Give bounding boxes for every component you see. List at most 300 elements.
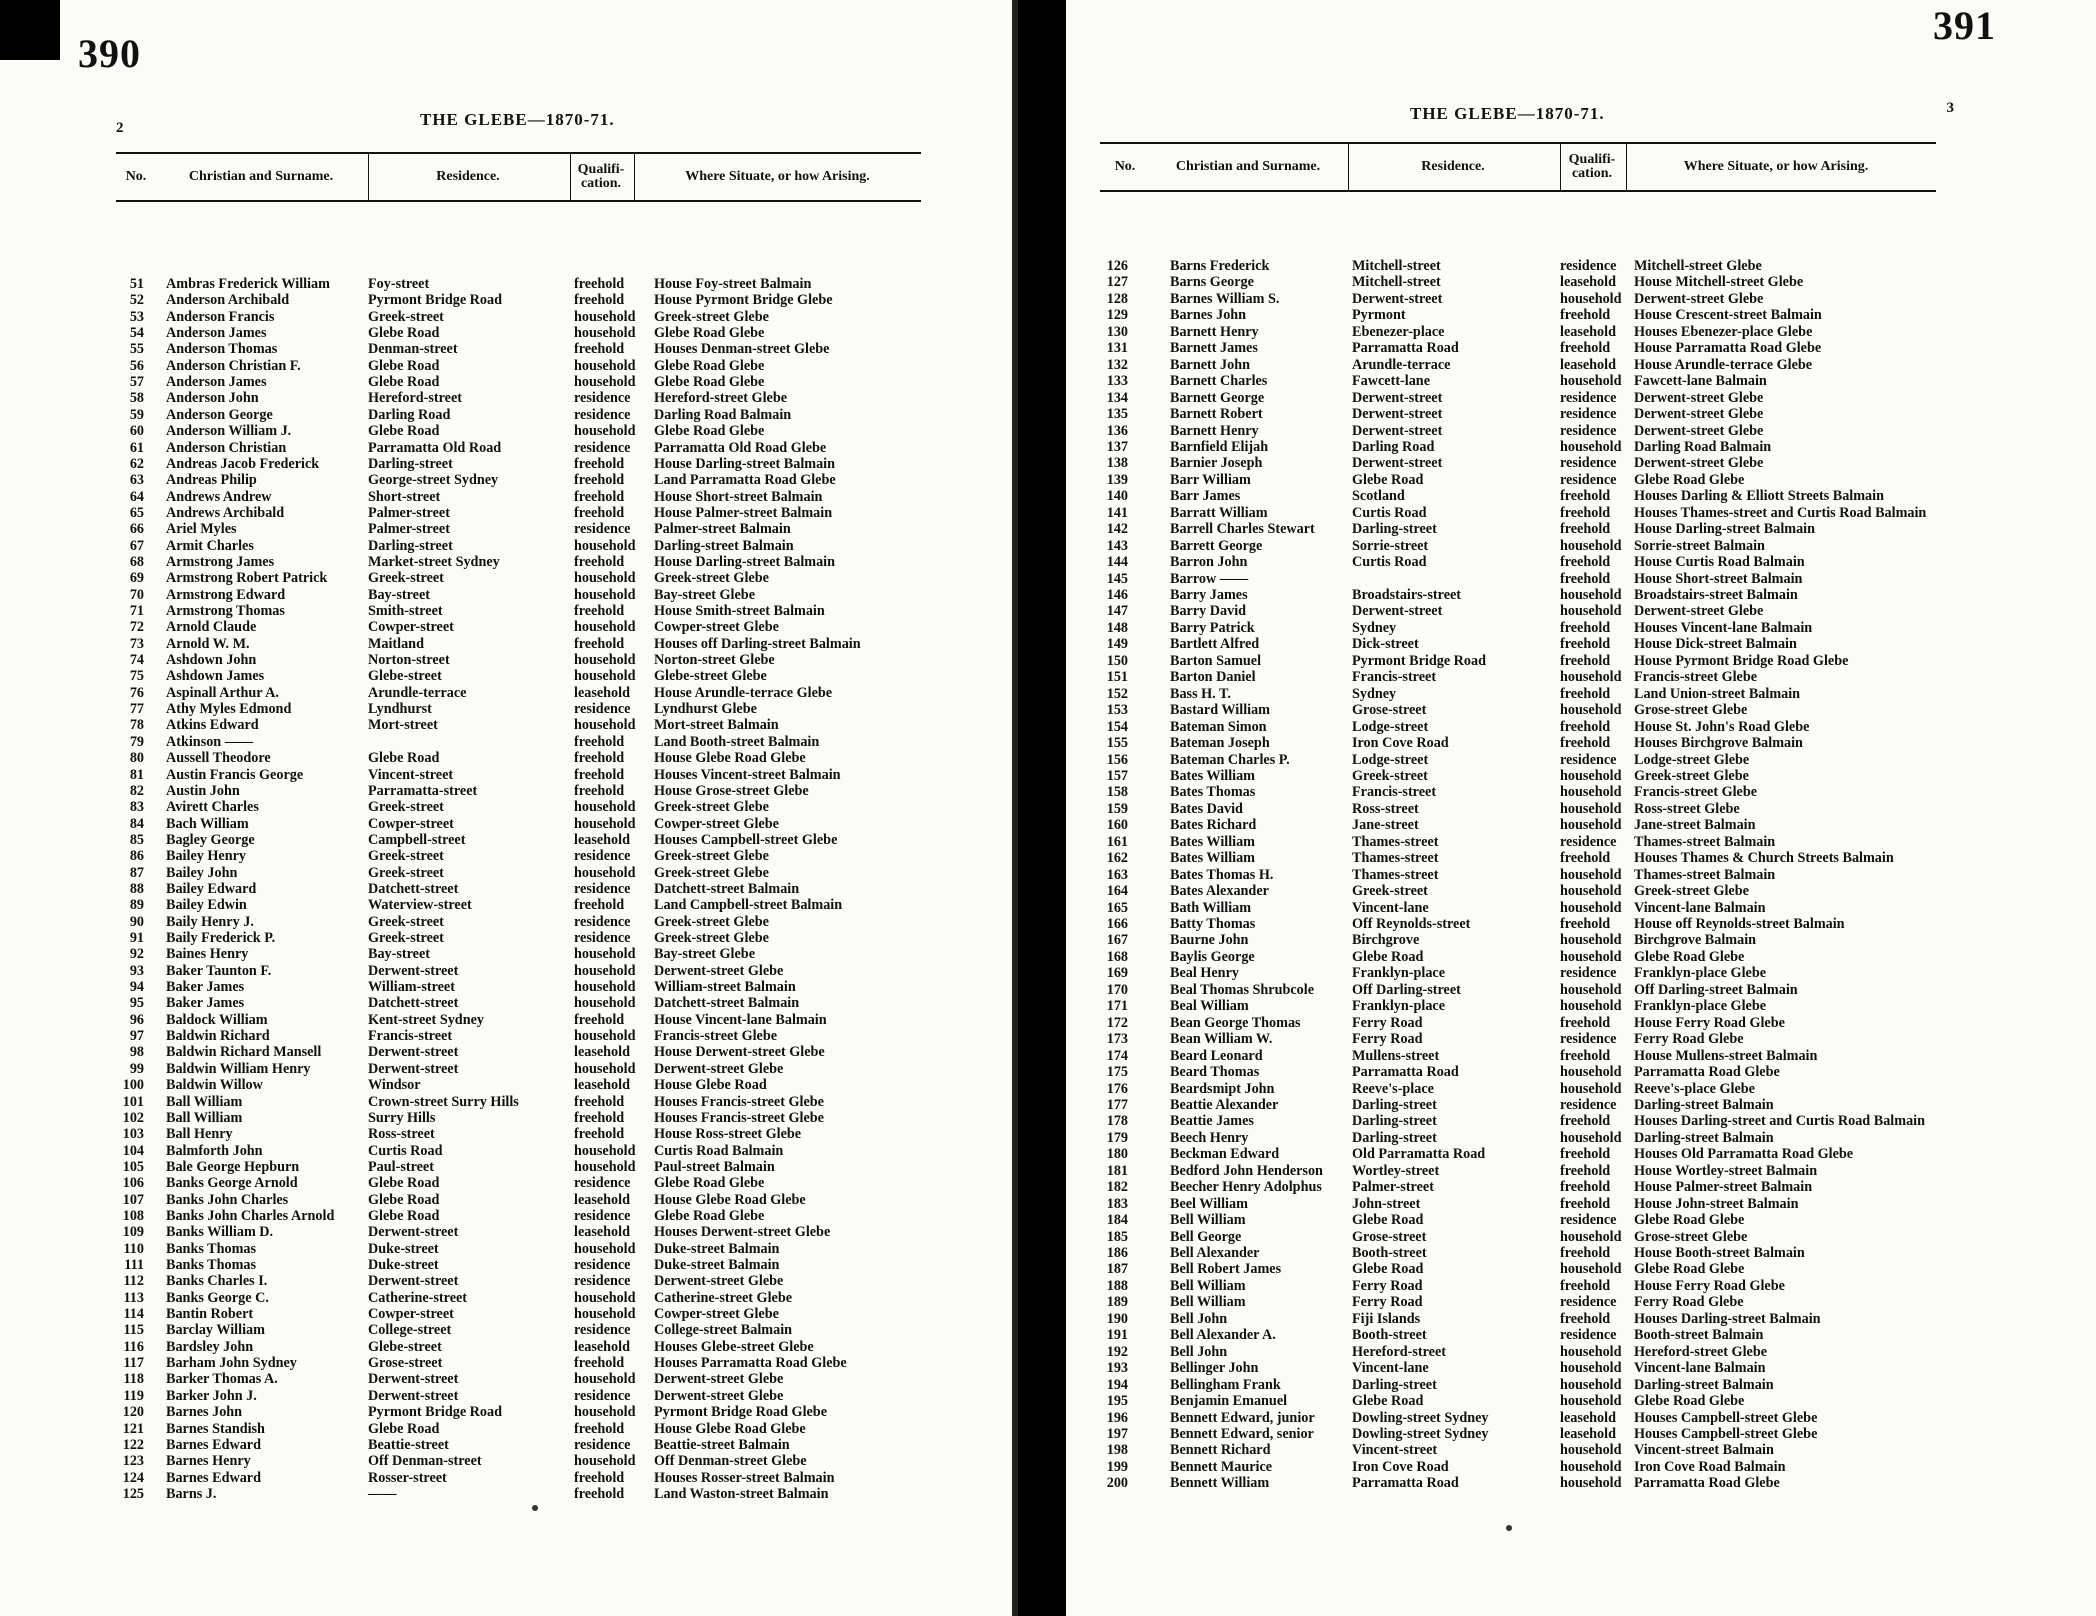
entry-where: House Short-street Balmain — [654, 488, 823, 505]
entry-name: Ashdown John — [166, 652, 257, 669]
entry-name: Beardsmipt John — [1170, 1080, 1275, 1097]
header-no: No. — [125, 169, 147, 184]
entry-where: Bay-street Glebe — [654, 946, 755, 963]
entry-number: 174 — [1106, 1047, 1128, 1064]
entry-number: 120 — [122, 1404, 144, 1421]
entry-name: Ashdown James — [166, 668, 265, 685]
entry-residence: Palmer-street — [1352, 1179, 1434, 1196]
entry-name: Baily Henry J. — [166, 913, 254, 930]
entry-where: Thames-street Balmain — [1634, 833, 1776, 850]
entry-where: Derwent-street Glebe — [654, 1387, 784, 1404]
entry-number: 90 — [129, 913, 144, 930]
entry-name: Bell Robert James — [1170, 1261, 1282, 1278]
entry-residence: Derwent-street — [368, 1371, 459, 1388]
entry-number: 105 — [122, 1158, 144, 1175]
entry-qualification: household — [574, 995, 636, 1012]
entry-qualification: freehold — [574, 1109, 625, 1126]
entry-number: 158 — [1106, 784, 1128, 801]
entry-number: 179 — [1106, 1129, 1128, 1146]
entry-where: Glebe Road Glebe — [1634, 1212, 1745, 1229]
entry-where: House Foy-street Balmain — [654, 276, 812, 292]
entry-where: Greek-street Glebe — [1634, 883, 1749, 900]
entry-name: Barnett Robert — [1170, 406, 1263, 423]
entry-name: Baldock William — [166, 1011, 268, 1028]
entry-number: 184 — [1106, 1212, 1128, 1229]
entry-qualification: residence — [574, 913, 631, 930]
entry-qualification: household — [574, 1371, 636, 1388]
entry-where: Darling Road Balmain — [654, 406, 792, 423]
entry-number: 86 — [129, 848, 144, 865]
entry-residence: Mullens-street — [1352, 1047, 1440, 1064]
entry-number: 171 — [1106, 998, 1128, 1015]
entry-number: 103 — [122, 1126, 144, 1143]
entry-name: Bean George Thomas — [1170, 1014, 1301, 1031]
entry-qualification: residence — [574, 1207, 631, 1224]
entry-name: Aspinall Arthur A. — [166, 684, 279, 701]
entry-residence: Duke-street — [368, 1257, 439, 1273]
entry-number: 152 — [1106, 685, 1128, 702]
entry-name: Beattie Alexander — [1170, 1096, 1279, 1113]
entry-where: House Dick-street Balmain — [1634, 636, 1797, 653]
entry-qualification: residence — [1560, 1294, 1617, 1311]
entry-residence: Parramatta Old Road — [368, 439, 502, 456]
entry-qualification: residence — [574, 701, 631, 718]
entry-name: Bennett Edward, senior — [1170, 1425, 1314, 1442]
entry-residence: Glebe Road — [368, 325, 440, 342]
entry-where: Greek-street Glebe — [654, 930, 769, 946]
entry-name: Bartlett Alfred — [1170, 636, 1260, 653]
entry-where: Vincent-lane Balmain — [1634, 899, 1766, 916]
entry-residence: Arundle-terrace — [1352, 356, 1451, 373]
entry-where: Glebe Road Glebe — [1634, 471, 1745, 488]
entry-qualification: freehold — [574, 750, 625, 767]
entry-residence: Glebe Road — [1352, 948, 1424, 965]
entry-qualification: household — [1560, 800, 1622, 817]
entry-where: Ferry Road Glebe — [1634, 1031, 1744, 1048]
entry-number: 175 — [1106, 1064, 1128, 1081]
entry-where: Houses Glebe-street Glebe — [654, 1338, 814, 1355]
entry-name: Bates Richard — [1170, 817, 1257, 834]
entry-residence: Franklyn-place — [1352, 998, 1446, 1015]
entry-name: Barnes Henry — [166, 1453, 251, 1470]
entry-name: Armit Charles — [166, 537, 254, 554]
scan-edge — [0, 0, 60, 60]
entry-qualification: freehold — [1560, 636, 1611, 653]
entry-qualification: household — [1560, 948, 1622, 965]
entry-qualification: freehold — [574, 553, 625, 570]
header-no: No. — [1114, 159, 1136, 174]
entry-residence: Vincent-lane — [1352, 1360, 1429, 1377]
entry-where: House Crescent-street Balmain — [1634, 307, 1822, 324]
entry-residence: Catherine-street — [368, 1289, 468, 1306]
entry-residence: Derwent-street — [1352, 455, 1443, 472]
entry-qualification: household — [574, 946, 636, 963]
entry-residence: Greek-street — [368, 308, 444, 325]
entry-number: 163 — [1106, 866, 1128, 883]
entry-qualification: freehold — [574, 603, 625, 619]
entry-number: 181 — [1106, 1162, 1128, 1179]
entry-residence: Grose-street — [1352, 702, 1427, 719]
entry-qualification: household — [1560, 1475, 1622, 1492]
entry-name: Baker James — [166, 995, 245, 1012]
entry-where: Derwent-street Glebe — [654, 962, 784, 979]
entry-residence: Francis-street — [368, 1028, 453, 1045]
entry-number: 132 — [1106, 356, 1128, 373]
entry-residence: Lodge-street — [1352, 751, 1429, 768]
entry-residence: Derwent-street — [1352, 422, 1443, 439]
entry-where: Catherine-street Glebe — [654, 1289, 793, 1306]
entry-residence: Pyrmont Bridge Road — [368, 292, 502, 309]
entry-number: 54 — [129, 325, 144, 342]
entry-where: Houses Birchgrove Balmain — [1634, 735, 1803, 752]
entry-qualification: freehold — [1560, 488, 1611, 505]
entry-name: Baylis George — [1170, 948, 1255, 965]
entry-residence: Darling-street — [1352, 1376, 1437, 1393]
entry-residence: Glebe-street — [368, 668, 442, 685]
entry-number: 130 — [1106, 323, 1128, 340]
entry-number: 112 — [123, 1273, 144, 1290]
entry-residence: Hereford-street — [368, 390, 463, 407]
entry-where: Land Booth-street Balmain — [654, 733, 820, 750]
entry-residence: Datchett-street — [368, 880, 459, 897]
entry-number: 62 — [129, 455, 144, 472]
entry-residence: Glebe Road — [368, 1191, 440, 1208]
entry-number: 142 — [1106, 521, 1128, 538]
entry-qualification: residence — [1560, 471, 1617, 488]
entry-number: 161 — [1106, 833, 1128, 850]
entry-name: Banks Charles I. — [166, 1273, 268, 1290]
entry-residence: Scotland — [1352, 488, 1405, 505]
entry-qualification: freehold — [574, 1355, 625, 1372]
entry-where: Norton-street Glebe — [654, 652, 775, 669]
entry-where: Darling-street Balmain — [1634, 1376, 1774, 1393]
entry-residence: Bay-street — [368, 946, 430, 963]
entry-name: Banks William D. — [166, 1224, 274, 1241]
entry-where: Houses Vincent-lane Balmain — [1634, 619, 1813, 636]
entry-qualification: freehold — [1560, 1310, 1611, 1327]
entry-qualification: household — [574, 1028, 636, 1045]
entry-where: Houses Denman-street Glebe — [654, 341, 830, 358]
entry-residence: Campbell-street — [368, 831, 466, 848]
entry-number: 97 — [129, 1028, 144, 1045]
entry-where: House Derwent-street Glebe — [654, 1044, 825, 1061]
entry-where: House St. John's Road Glebe — [1634, 718, 1810, 735]
entry-name: Anderson Archibald — [166, 292, 290, 309]
entry-qualification: household — [1560, 1442, 1622, 1459]
entry-residence: Curtis Road — [1352, 504, 1427, 521]
entry-where: Darling-street Balmain — [1634, 1129, 1774, 1146]
entry-residence: Vincent-street — [368, 766, 454, 783]
entry-where: House Ferry Road Glebe — [1634, 1014, 1785, 1031]
entry-qualification: residence — [1560, 258, 1617, 274]
entry-number: 156 — [1106, 751, 1128, 768]
entry-where: Mort-street Balmain — [654, 717, 779, 734]
entry-residence: Greek-street — [368, 848, 444, 865]
entry-qualification: residence — [574, 880, 631, 897]
entry-qualification: leasehold — [574, 684, 630, 701]
entry-residence: Datchett-street — [368, 995, 459, 1012]
entry-number: 157 — [1106, 767, 1128, 784]
entry-where: Houses Darling-street and Curtis Road Balmain — [1634, 1113, 1925, 1130]
entry-where: Houses Darling & Elliott Streets Balmain — [1634, 488, 1884, 505]
entry-qualification: residence — [574, 406, 631, 423]
entry-residence: Ross-street — [1352, 800, 1419, 817]
entry-where: Derwent-street Glebe — [1634, 290, 1764, 307]
entry-qualification: residence — [574, 521, 631, 538]
entry-residence: Parramatta Road — [1352, 1475, 1459, 1492]
entry-where: Houses Thames-street and Curtis Road Balmain — [1634, 504, 1927, 521]
entry-qualification: residence — [1560, 422, 1617, 439]
entry-qualification: leasehold — [574, 1077, 630, 1094]
entry-qualification: freehold — [574, 635, 625, 652]
entry-qualification: freehold — [574, 1126, 625, 1143]
entry-number: 110 — [123, 1240, 144, 1257]
entry-name: Bath William — [1170, 899, 1252, 916]
entry-where: House Vincent-lane Balmain — [654, 1011, 827, 1028]
entry-residence: Arundle-terrace — [368, 684, 467, 701]
entry-number: 83 — [129, 799, 144, 816]
entry-name: Ball William — [166, 1109, 243, 1126]
entry-qualification: freehold — [574, 292, 625, 309]
entry-number: 69 — [129, 570, 144, 587]
entry-residence: Off Denman-street — [368, 1453, 482, 1470]
entry-where: Vincent-street Balmain — [1634, 1442, 1774, 1459]
entry-number: 55 — [129, 341, 144, 358]
entry-residence: College-street — [368, 1322, 452, 1339]
entry-qualification: household — [574, 1453, 636, 1470]
entry-number: 176 — [1106, 1080, 1128, 1097]
entry-residence: Rosser-street — [368, 1469, 447, 1486]
entry-qualification: freehold — [1560, 735, 1611, 752]
entry-name: Bass H. T. — [1170, 685, 1231, 702]
header-qualification: Qualifi-cation. — [1568, 152, 1616, 181]
entry-where: House Wortley-street Balmain — [1634, 1162, 1818, 1179]
entry-residence: Booth-street — [1352, 1245, 1427, 1261]
entry-where: College-street Balmain — [654, 1322, 793, 1339]
entry-name: Barnett Henry — [1170, 422, 1259, 439]
entry-residence: Lodge-street — [1352, 718, 1429, 735]
entry-residence: Derwent-street — [1352, 603, 1443, 620]
entry-where: Greek-street Glebe — [654, 913, 769, 930]
entry-residence: Foy-street — [368, 276, 430, 292]
entry-where: Paul-street Balmain — [654, 1158, 775, 1175]
entry-name: Bale George Hepburn — [166, 1158, 300, 1175]
entry-name: Barrell Charles Stewart — [1170, 521, 1315, 538]
entry-name: Bell John — [1170, 1343, 1228, 1360]
entry-qualification: residence — [1560, 389, 1617, 406]
entry-name: Bach William — [166, 815, 249, 832]
entry-name: Bates William — [1170, 850, 1255, 867]
entry-qualification: residence — [1560, 833, 1617, 850]
entry-number: 191 — [1106, 1327, 1128, 1344]
entry-residence: Derwent-street — [1352, 389, 1443, 406]
entry-qualification: freehold — [1560, 685, 1611, 702]
entry-residence: Curtis Road — [1352, 554, 1427, 571]
entry-qualification: freehold — [1560, 307, 1611, 324]
entry-qualification: household — [1560, 899, 1622, 916]
entry-where: House Mitchell-street Glebe — [1634, 274, 1804, 291]
entry-residence: Reeve's-place — [1352, 1080, 1434, 1097]
entry-residence: Francis-street — [1352, 784, 1437, 801]
entry-number: 106 — [122, 1175, 144, 1192]
entry-residence: Glebe-street — [368, 1338, 442, 1355]
entry-residence: Norton-street — [368, 652, 450, 669]
entry-qualification: residence — [1560, 406, 1617, 423]
entry-name: Bellingham Frank — [1170, 1376, 1281, 1393]
entry-residence: Fiji Islands — [1352, 1310, 1421, 1327]
entry-number: 144 — [1106, 554, 1128, 571]
entry-name: Athy Myles Edmond — [166, 701, 292, 718]
entry-qualification: freehold — [574, 455, 625, 472]
entry-qualification: household — [1560, 537, 1622, 554]
entry-number: 117 — [123, 1355, 144, 1372]
entry-name: Barns Frederick — [1170, 258, 1270, 274]
entry-name: Anderson James — [166, 374, 267, 391]
entry-qualification: residence — [574, 1322, 631, 1339]
entry-residence: Market-street Sydney — [368, 553, 500, 570]
folio-number: 390 — [78, 31, 141, 76]
entry-number: 92 — [129, 946, 144, 963]
entry-number: 72 — [129, 619, 144, 636]
entry-qualification: freehold — [1560, 916, 1611, 932]
entry-where: Houses Ebenezer-place Glebe — [1634, 323, 1813, 340]
entry-name: Barry James — [1170, 587, 1248, 603]
entry-residence: —— — [368, 1485, 397, 1502]
roll-table — [1100, 142, 1936, 1492]
entry-where: House Smith-street Balmain — [654, 603, 825, 619]
entry-qualification: leasehold — [574, 1191, 630, 1208]
entry-name: Beattie James — [1170, 1113, 1254, 1130]
entry-number: 145 — [1106, 570, 1128, 587]
entry-where: Pyrmont Bridge Road Glebe — [654, 1404, 827, 1421]
entry-name: Bates William — [1170, 767, 1255, 784]
entry-where: House Short-street Balmain — [1634, 570, 1803, 587]
entry-where: Mitchell-street Glebe — [1634, 258, 1762, 274]
entry-where: Glebe Road Glebe — [654, 374, 765, 391]
entry-qualification: residence — [1560, 1327, 1617, 1344]
entry-number: 137 — [1106, 438, 1128, 455]
entry-where: Glebe Road Glebe — [1634, 1261, 1745, 1278]
entry-name: Barnes William S. — [1170, 290, 1280, 307]
entry-residence: Derwent-street — [368, 1273, 459, 1290]
entry-residence: Darling-street — [368, 537, 453, 554]
entry-name: Bailey Edwin — [166, 897, 247, 914]
entry-name: Barker John J. — [166, 1387, 257, 1404]
entry-number: 65 — [129, 504, 144, 521]
entry-residence: Dowling-street Sydney — [1352, 1425, 1489, 1442]
entry-qualification: freehold — [574, 488, 625, 505]
entry-where: Cowper-street Glebe — [654, 1306, 779, 1323]
entry-residence: Dick-street — [1352, 636, 1419, 653]
entry-where: Land Parramatta Road Glebe — [654, 472, 836, 489]
entry-where: House Glebe Road Glebe — [654, 1191, 806, 1208]
entry-residence: Glebe Road — [368, 1207, 440, 1224]
entry-where: Fawcett-lane Balmain — [1634, 373, 1767, 390]
entry-where: Cowper-street Glebe — [654, 815, 779, 832]
page-number: 3 — [1946, 100, 1954, 116]
entry-qualification: freehold — [1560, 570, 1611, 587]
entry-qualification: freehold — [574, 1420, 625, 1437]
entry-residence: Duke-street — [368, 1240, 439, 1257]
entry-qualification: household — [574, 652, 636, 669]
entry-where: Greek-street Glebe — [654, 308, 769, 325]
entry-name: Barrow —— — [1170, 570, 1249, 587]
entry-residence: Old Parramatta Road — [1352, 1146, 1486, 1163]
entry-where: Glebe Road Glebe — [654, 357, 765, 374]
entry-where: Franklyn-place Glebe — [1634, 998, 1767, 1015]
entry-qualification: freehold — [1560, 1014, 1611, 1031]
entry-qualification: leasehold — [1560, 274, 1616, 291]
entry-name: Bates Thomas H. — [1170, 866, 1274, 883]
entry-residence: Glebe Road — [1352, 1212, 1424, 1229]
header-residence: Residence. — [436, 169, 500, 184]
entry-qualification: freehold — [574, 766, 625, 783]
entry-name: Barnes John — [166, 1404, 243, 1421]
entry-where: Greek-street Glebe — [654, 848, 769, 865]
entry-qualification: household — [1560, 784, 1622, 801]
entry-residence: Pyrmont — [1352, 307, 1406, 324]
entry-qualification: freehold — [1560, 1195, 1611, 1212]
entry-residence: Derwent-street — [368, 962, 459, 979]
entry-qualification: household — [574, 537, 636, 554]
entry-residence: Iron Cove Road — [1352, 1458, 1449, 1475]
entry-where: Houses Thames & Church Streets Balmain — [1634, 850, 1894, 867]
entry-qualification: freehold — [1560, 1245, 1611, 1261]
entry-number: 170 — [1106, 981, 1128, 998]
entry-residence: Glebe Road — [368, 750, 440, 767]
entry-where: Birchgrove Balmain — [1634, 932, 1757, 949]
entry-residence: Grose-street — [1352, 1228, 1427, 1245]
entry-name: Baldwin Willow — [166, 1077, 263, 1094]
entry-name: Armstrong Thomas — [166, 603, 285, 619]
entry-name: Barry Patrick — [1170, 619, 1255, 636]
entry-qualification: household — [1560, 883, 1622, 900]
entry-residence: Darling-street — [368, 455, 453, 472]
entry-name: Barratt William — [1170, 504, 1268, 521]
entry-residence: Wortley-street — [1352, 1162, 1440, 1179]
entry-residence: Ross-street — [368, 1126, 435, 1143]
entry-number: 75 — [129, 668, 144, 685]
entry-number: 168 — [1106, 948, 1128, 965]
entry-number: 98 — [129, 1044, 144, 1061]
entry-where: Parramatta Old Road Glebe — [654, 439, 827, 456]
entry-qualification: household — [574, 1142, 636, 1159]
entry-number: 178 — [1106, 1113, 1128, 1130]
entry-qualification: household — [574, 864, 636, 881]
entry-residence: Beattie-street — [368, 1436, 449, 1453]
entry-residence: Cowper-street — [368, 619, 454, 636]
entry-residence: Darling-street — [1352, 1113, 1437, 1130]
entry-number: 101 — [122, 1093, 144, 1110]
entry-where: House Glebe Road Glebe — [654, 750, 806, 767]
entry-residence: Mort-street — [368, 717, 438, 734]
entry-residence: Paul-street — [368, 1158, 434, 1175]
entry-residence: Off Reynolds-street — [1352, 916, 1471, 932]
entry-where: Ross-street Glebe — [1634, 800, 1740, 817]
entry-number: 151 — [1106, 669, 1128, 686]
entry-where: Houses Darling-street Balmain — [1634, 1310, 1821, 1327]
entry-residence: Smith-street — [368, 603, 443, 619]
entry-name: Bates David — [1170, 800, 1243, 817]
entry-qualification: residence — [1560, 1212, 1617, 1229]
entry-number: 87 — [129, 864, 144, 881]
entry-residence: Waterview-street — [368, 897, 472, 914]
entry-where: House Palmer-street Balmain — [1634, 1179, 1813, 1196]
entry-number: 114 — [123, 1306, 144, 1323]
entry-where: Houses Francis-street Glebe — [654, 1093, 824, 1110]
entry-residence: Derwent-street — [368, 1387, 459, 1404]
entry-where: Houses Campbell-street Glebe — [1634, 1409, 1818, 1426]
